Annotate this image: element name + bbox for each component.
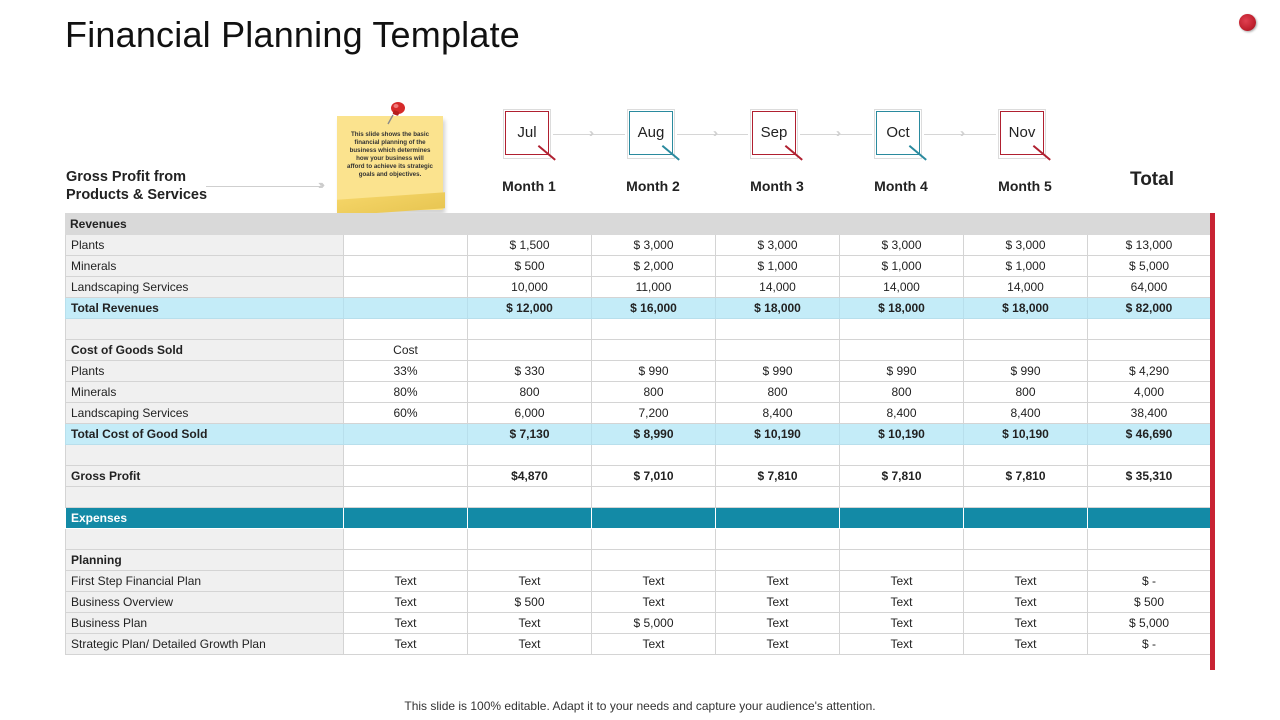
chevron-right-icon: ›› <box>960 126 962 140</box>
table-row <box>66 634 1211 655</box>
table-cell <box>964 340 1088 361</box>
month-label: Month 5 <box>998 178 1052 194</box>
table-cell <box>1088 319 1211 340</box>
month-label: Month 4 <box>874 178 928 194</box>
table-cell: 8,400 <box>840 403 964 424</box>
table-row <box>66 256 1211 277</box>
table-cell: 14,000 <box>964 277 1088 298</box>
table-cell: $4,870 <box>468 466 592 487</box>
table-cell <box>964 529 1088 550</box>
table-cell <box>840 508 964 529</box>
table-cell: $ 10,190 <box>840 424 964 445</box>
table-row <box>66 592 1211 613</box>
heading-line-1: Gross Profit from <box>66 169 187 185</box>
row-label: Landscaping Services <box>66 403 344 424</box>
table-cell: Text <box>592 634 716 655</box>
month-short-label: Jul <box>517 124 537 141</box>
table-row <box>66 403 1211 424</box>
table-row <box>66 277 1211 298</box>
row-label <box>66 529 344 550</box>
table-cell: $ 13,000 <box>1088 235 1211 256</box>
chevron-right-icon: ››› <box>318 177 322 192</box>
table-cell: 4,000 <box>1088 382 1211 403</box>
table-cell: 10,000 <box>468 277 592 298</box>
table-cell: Text <box>344 571 468 592</box>
table-cell <box>1088 508 1211 529</box>
row-label: Total Cost of Good Sold <box>66 424 344 445</box>
table-cell: $ 3,000 <box>964 235 1088 256</box>
table-cell: Text <box>840 571 964 592</box>
table-cell <box>344 550 468 571</box>
row-label <box>66 319 344 340</box>
table-cell: $ 500 <box>468 256 592 277</box>
row-label: Planning <box>66 550 344 571</box>
table-cell: $ 3,000 <box>716 235 840 256</box>
table-cell: 60% <box>344 403 468 424</box>
table-cell: 8,400 <box>964 403 1088 424</box>
corner-dot-icon <box>1239 14 1256 31</box>
row-label: Gross Profit <box>66 466 344 487</box>
table-row <box>66 235 1211 256</box>
table-cell: Text <box>716 613 840 634</box>
total-column-label: Total <box>1130 169 1174 190</box>
chevron-right-icon: ›› <box>713 126 715 140</box>
table-cell <box>840 340 964 361</box>
pushpin-icon <box>385 100 407 126</box>
table-cell <box>716 445 840 466</box>
table-cell: $ 46,690 <box>1088 424 1211 445</box>
table-cell <box>716 340 840 361</box>
table-cell <box>716 529 840 550</box>
table-cell: 800 <box>964 382 1088 403</box>
table-cell <box>716 508 840 529</box>
table-cell: $ 330 <box>468 361 592 382</box>
table-cell: 800 <box>840 382 964 403</box>
table-cell <box>716 319 840 340</box>
table-cell <box>964 319 1088 340</box>
table-cell <box>716 550 840 571</box>
table-cell: 64,000 <box>1088 277 1211 298</box>
table-cell <box>840 319 964 340</box>
table-cell: 800 <box>468 382 592 403</box>
month-badge-nov <box>998 109 1046 159</box>
table-cell <box>964 508 1088 529</box>
table-row <box>66 298 1211 319</box>
table-cell <box>344 466 468 487</box>
month-short-label: Nov <box>1008 124 1036 141</box>
table-cell <box>344 277 468 298</box>
table-cell: $ 1,000 <box>840 256 964 277</box>
table-cell: Text <box>716 571 840 592</box>
table-row <box>66 487 1211 508</box>
table-cell <box>468 214 592 235</box>
table-cell <box>344 508 468 529</box>
table-cell <box>716 487 840 508</box>
month-badge-aug <box>627 109 675 159</box>
table-cell: Text <box>592 592 716 613</box>
table-row <box>66 340 1211 361</box>
table-cell: 6,000 <box>468 403 592 424</box>
table-cell: $ 500 <box>468 592 592 613</box>
table-cell <box>344 298 468 319</box>
table-cell <box>1088 445 1211 466</box>
table-cell: $ 1,000 <box>964 256 1088 277</box>
table-row <box>66 424 1211 445</box>
table-cell <box>840 529 964 550</box>
table-cell: $ 10,190 <box>964 424 1088 445</box>
month-label: Month 3 <box>750 178 804 194</box>
table-cell: $ 990 <box>964 361 1088 382</box>
table-row <box>66 319 1211 340</box>
table-cell: $ 500 <box>1088 592 1211 613</box>
month-badge-jul <box>503 109 551 159</box>
table-cell: $ 12,000 <box>468 298 592 319</box>
chevron-right-icon: ›› <box>836 126 838 140</box>
month-label: Month 1 <box>502 178 556 194</box>
table-cell: $ 5,000 <box>1088 256 1211 277</box>
table-cell <box>468 529 592 550</box>
row-label: Business Plan <box>66 613 344 634</box>
table-row <box>66 445 1211 466</box>
row-label: First Step Financial Plan <box>66 571 344 592</box>
row-label: Plants <box>66 361 344 382</box>
table-cell: Text <box>344 634 468 655</box>
table-cell <box>468 508 592 529</box>
table-cell: Text <box>964 613 1088 634</box>
table-cell: $ 10,190 <box>716 424 840 445</box>
table-cell: Cost <box>344 340 468 361</box>
accent-bar <box>1210 213 1215 670</box>
table-cell <box>840 214 964 235</box>
table-cell <box>468 445 592 466</box>
table-cell: Text <box>468 571 592 592</box>
table-cell: $ 35,310 <box>1088 466 1211 487</box>
table-cell: 33% <box>344 361 468 382</box>
table-cell <box>716 214 840 235</box>
table-cell: $ 7,810 <box>964 466 1088 487</box>
table-cell: 11,000 <box>592 277 716 298</box>
sticky-note-text: This slide shows the basic financial planning of the business which determines how your business will afford to achieve its strategic goals and objectives. <box>347 131 433 178</box>
table-cell: $ 18,000 <box>840 298 964 319</box>
row-label: Cost of Goods Sold <box>66 340 344 361</box>
table-cell <box>964 214 1088 235</box>
table-row <box>66 214 1211 235</box>
table-cell: Text <box>964 571 1088 592</box>
table-cell: $ 1,000 <box>716 256 840 277</box>
row-label: Minerals <box>66 256 344 277</box>
table-cell <box>1088 487 1211 508</box>
table-cell: $ 5,000 <box>592 613 716 634</box>
table-row <box>66 613 1211 634</box>
row-label: Business Overview <box>66 592 344 613</box>
table-cell: Text <box>840 634 964 655</box>
table-cell: $ 8,990 <box>592 424 716 445</box>
table-cell <box>592 508 716 529</box>
table-cell: $ 16,000 <box>592 298 716 319</box>
table-cell <box>344 319 468 340</box>
row-label <box>66 487 344 508</box>
table-cell <box>1088 340 1211 361</box>
table-cell <box>592 529 716 550</box>
table-cell <box>344 529 468 550</box>
row-label: Minerals <box>66 382 344 403</box>
table-cell: 800 <box>716 382 840 403</box>
table-cell <box>344 256 468 277</box>
table-cell: $ 7,010 <box>592 466 716 487</box>
table-cell: Text <box>964 634 1088 655</box>
row-label: Total Revenues <box>66 298 344 319</box>
table-cell: Text <box>964 592 1088 613</box>
table-cell: Text <box>592 571 716 592</box>
table-cell <box>1088 529 1211 550</box>
table-cell <box>344 235 468 256</box>
month-label: Month 2 <box>626 178 680 194</box>
table-cell <box>468 319 592 340</box>
table-cell: Text <box>468 613 592 634</box>
table-cell <box>964 487 1088 508</box>
table-cell: $ - <box>1088 634 1211 655</box>
table-cell <box>592 340 716 361</box>
table-cell <box>1088 550 1211 571</box>
month-badge-sep <box>750 109 798 159</box>
table-cell: $ 990 <box>592 361 716 382</box>
table-cell: $ 3,000 <box>592 235 716 256</box>
table-cell <box>592 550 716 571</box>
row-label: Revenues <box>66 214 344 235</box>
table-cell <box>1088 214 1211 235</box>
table-cell <box>592 487 716 508</box>
table-cell: $ 7,130 <box>468 424 592 445</box>
table-cell <box>468 550 592 571</box>
table-cell <box>344 214 468 235</box>
table-cell <box>592 319 716 340</box>
financial-table <box>65 213 1211 655</box>
table-cell: Text <box>468 634 592 655</box>
table-cell <box>840 445 964 466</box>
table-cell: $ 990 <box>840 361 964 382</box>
table-cell <box>344 487 468 508</box>
table-cell: Text <box>716 634 840 655</box>
table-cell: Text <box>840 592 964 613</box>
table-row <box>66 508 1211 529</box>
table-cell: $ 5,000 <box>1088 613 1211 634</box>
table-cell <box>344 424 468 445</box>
month-short-label: Aug <box>637 124 665 141</box>
table-row <box>66 571 1211 592</box>
chevron-right-icon: ›› <box>589 126 591 140</box>
table-cell: $ 1,500 <box>468 235 592 256</box>
table-cell: $ 2,000 <box>592 256 716 277</box>
table-cell: Text <box>840 613 964 634</box>
footer-note: This slide is 100% editable. Adapt it to your needs and capture your audience's attention. <box>404 699 876 713</box>
row-label: Strategic Plan/ Detailed Growth Plan <box>66 634 344 655</box>
table-cell: $ 3,000 <box>840 235 964 256</box>
table-cell <box>592 445 716 466</box>
month-short-label: Sep <box>760 124 788 141</box>
table-cell: 80% <box>344 382 468 403</box>
month-badge-oct <box>874 109 922 159</box>
table-cell: Text <box>716 592 840 613</box>
table-cell <box>592 214 716 235</box>
table-cell: $ 990 <box>716 361 840 382</box>
table-row <box>66 466 1211 487</box>
table-cell <box>840 487 964 508</box>
row-label <box>66 445 344 466</box>
table-cell <box>840 550 964 571</box>
row-label: Expenses <box>66 508 344 529</box>
table-row <box>66 550 1211 571</box>
table-cell: Text <box>344 613 468 634</box>
table-row <box>66 382 1211 403</box>
table-cell: Text <box>344 592 468 613</box>
table-cell <box>344 445 468 466</box>
table-cell <box>964 445 1088 466</box>
table-cell: $ - <box>1088 571 1211 592</box>
table-cell <box>964 550 1088 571</box>
table-cell: 14,000 <box>840 277 964 298</box>
table-cell: $ 82,000 <box>1088 298 1211 319</box>
table-cell: 8,400 <box>716 403 840 424</box>
table-cell: 14,000 <box>716 277 840 298</box>
table-row <box>66 361 1211 382</box>
table-cell: 38,400 <box>1088 403 1211 424</box>
month-short-label: Oct <box>886 124 910 141</box>
table-cell: $ 4,290 <box>1088 361 1211 382</box>
row-label: Landscaping Services <box>66 277 344 298</box>
page-title: Financial Planning Template <box>65 14 521 55</box>
heading-line-2: Products & Services <box>66 187 208 203</box>
table-row <box>66 529 1211 550</box>
table-cell: $ 7,810 <box>716 466 840 487</box>
table-cell: $ 7,810 <box>840 466 964 487</box>
section-heading <box>66 168 207 204</box>
table-cell: $ 18,000 <box>964 298 1088 319</box>
table-cell: $ 18,000 <box>716 298 840 319</box>
table-cell <box>468 340 592 361</box>
table-cell: 800 <box>592 382 716 403</box>
heading-connector-line <box>206 186 320 187</box>
row-label: Plants <box>66 235 344 256</box>
table-cell <box>468 487 592 508</box>
table-cell: 7,200 <box>592 403 716 424</box>
